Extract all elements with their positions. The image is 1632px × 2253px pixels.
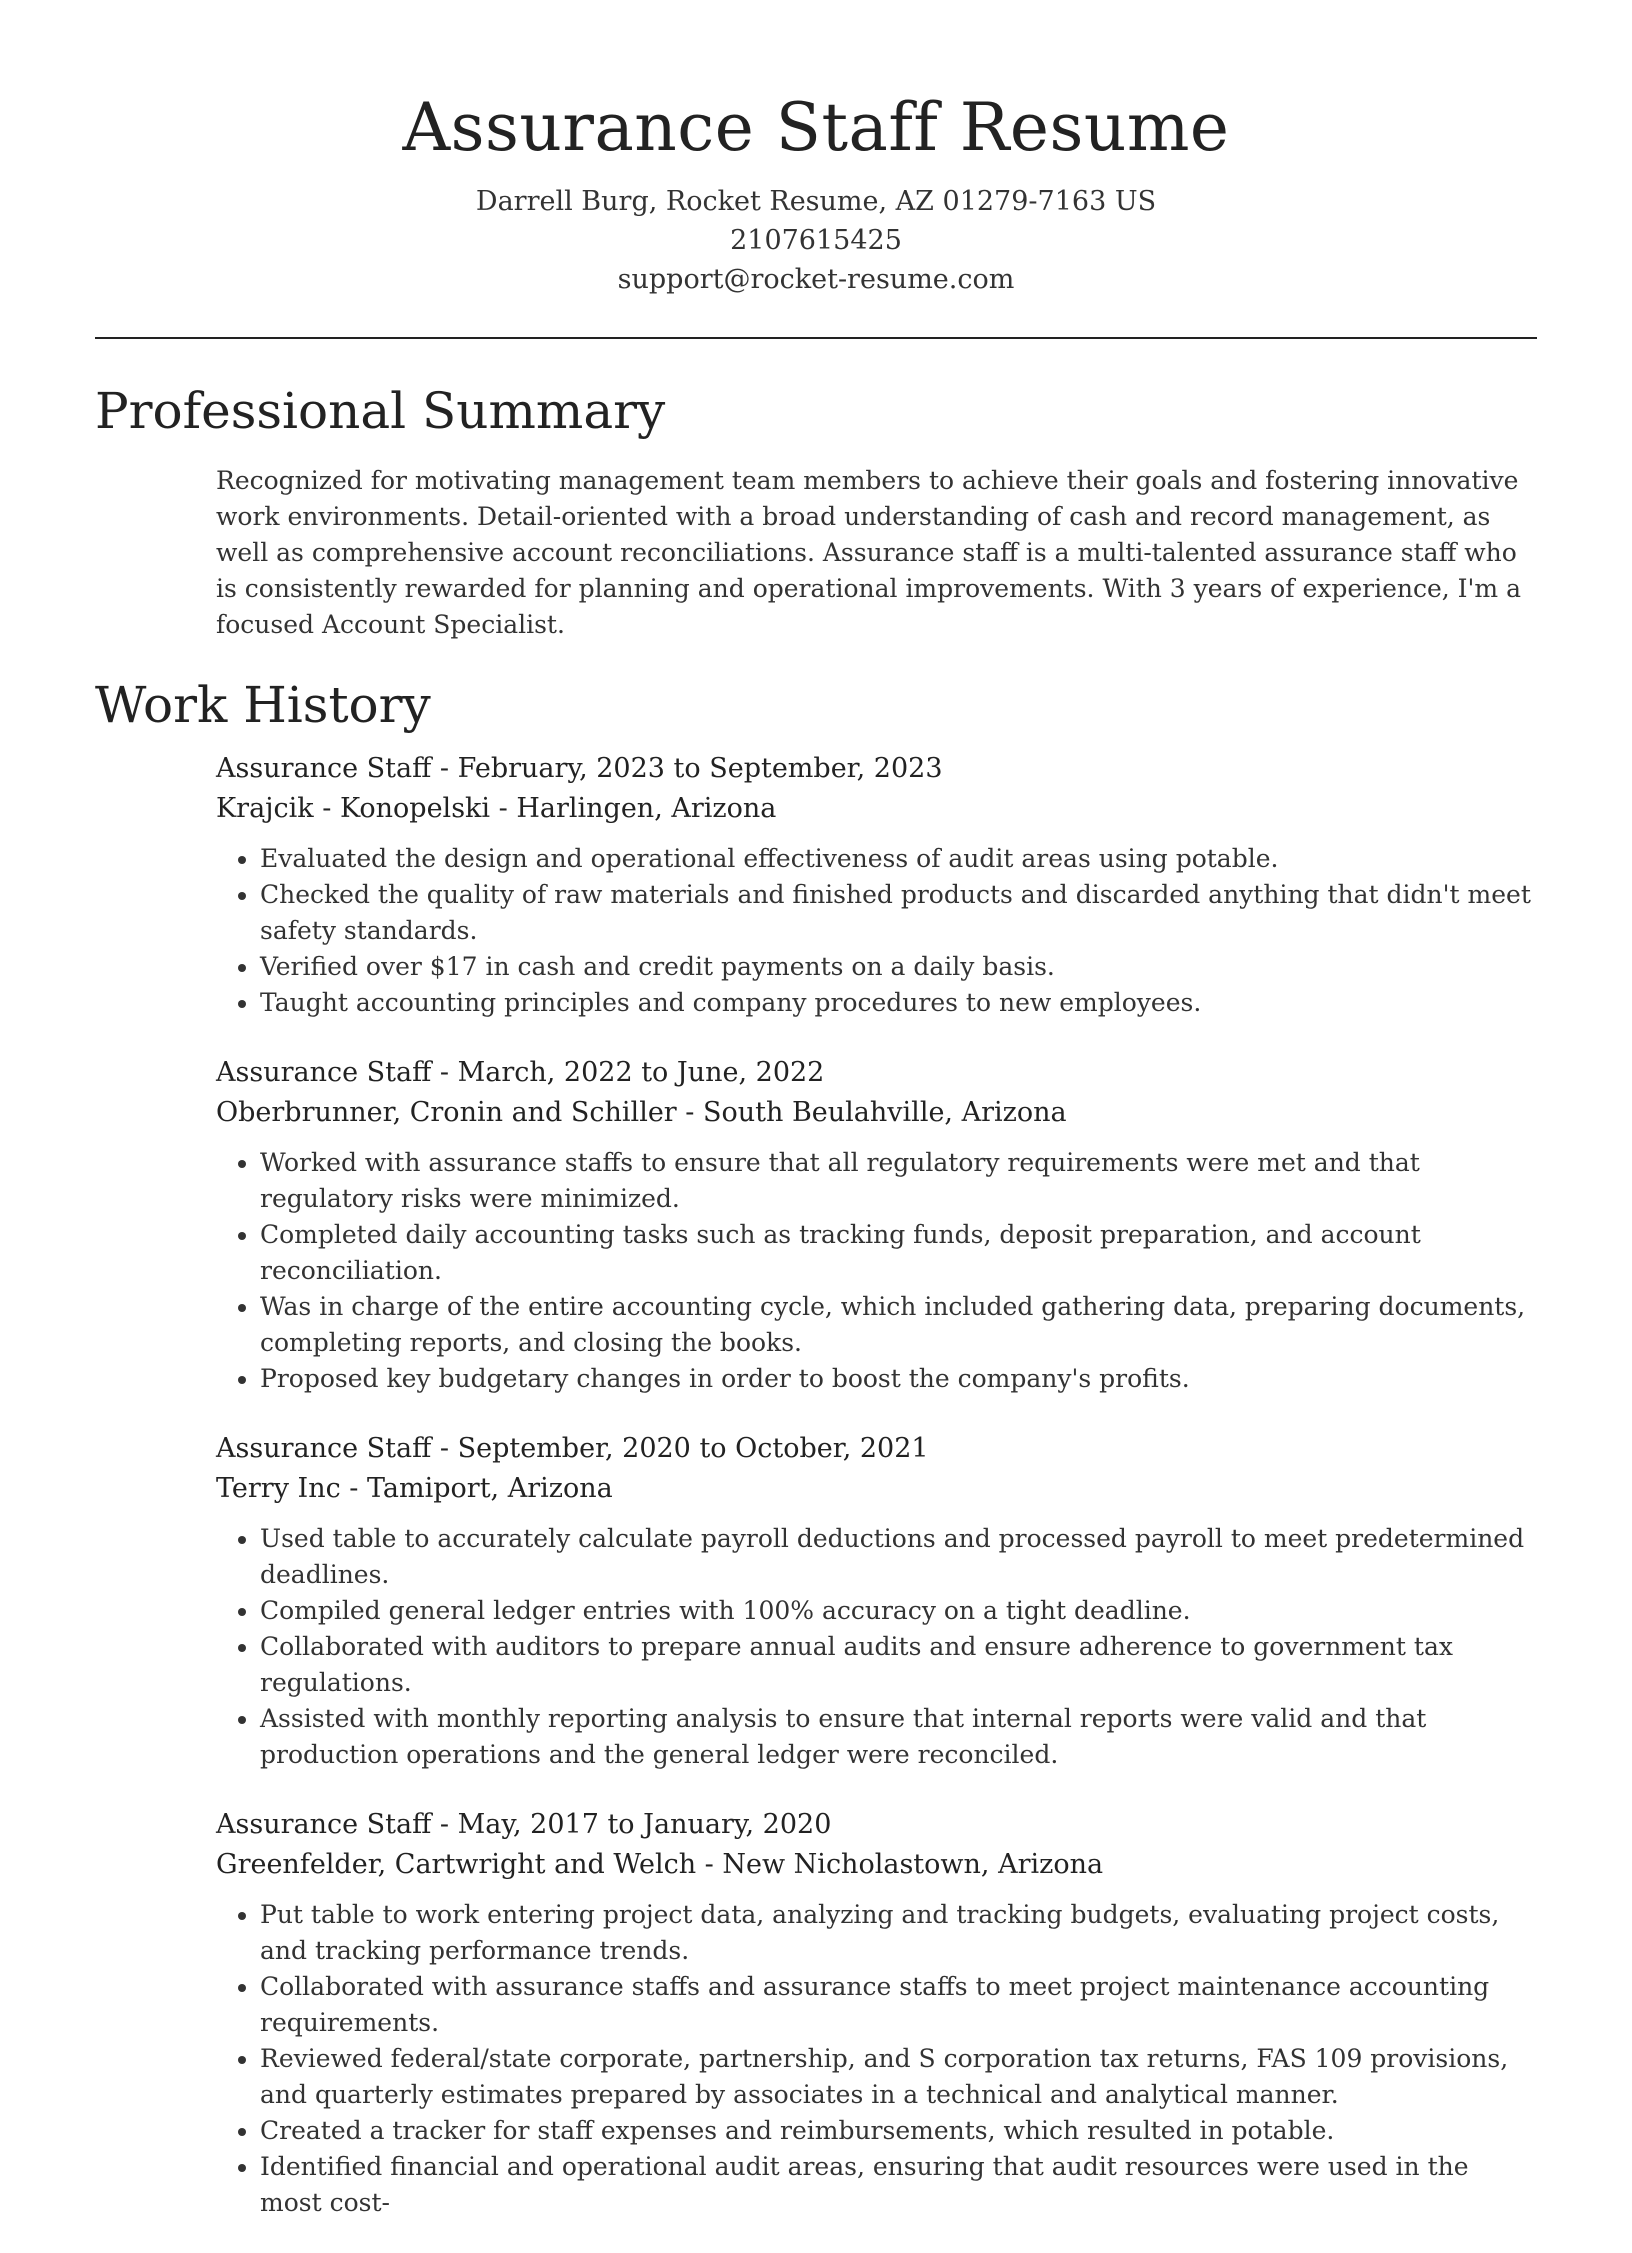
job-bullet: • Worked with assurance staffs to ensure that all regulatory requirements were met and that regulatory risks were minimized. [260, 1145, 1537, 1217]
job-bullet: • Compiled general ledger entries with 100% accuracy on a tight deadline. [260, 1593, 1537, 1629]
job-title-line: Assurance Staff - March, 2022 to June, 2022 [216, 1057, 825, 1088]
job-list [216, 749, 1537, 2221]
job-entry [216, 1429, 1537, 1773]
summary-paragraph: Recognized for motivating management team members to achieve their goals and fostering innovative work environments. Detail-oriented with a broad understanding of cash and record management, as well as comprehensive account reconciliations. Assurance staff is a multi-talented assurance staff who is consistently rewarded for planning and operational improvements. With 3 years of experience, I'm a focused Account Specialist. [216, 466, 1521, 639]
job-bullet: • Created a tracker for staff expenses and reimbursements, which resulted in potable. [260, 2113, 1537, 2149]
header-divider [95, 337, 1537, 339]
job-bullet: • Proposed key budgetary changes in order to boost the company's profits. [260, 1361, 1537, 1397]
job-title-line: Assurance Staff - February, 2023 to September, 2023 [216, 753, 943, 784]
job-title-line: Assurance Staff - May, 2017 to January, 2020 [216, 1809, 832, 1840]
work-history-section [95, 673, 1537, 2221]
job-bullet-list [216, 841, 1537, 1021]
job-bullet: • Verified over $17 in cash and credit payments on a daily basis. [260, 949, 1537, 985]
contact-phone: 2107615425 [730, 225, 902, 256]
job-bullet: • Put table to work entering project data, analyzing and tracking budgets, evaluating project costs, and tracking performance trends. [260, 1897, 1537, 1969]
job-bullet: • Collaborated with auditors to prepare annual audits and ensure adherence to government tax regulations. [260, 1629, 1537, 1701]
job-bullet: • Checked the quality of raw materials and finished products and discarded anything that didn't meet safety standards. [260, 877, 1537, 949]
job-bullet-list [216, 1145, 1537, 1397]
job-bullet: • Used table to accurately calculate payroll deductions and processed payroll to meet predetermined deadlines. [260, 1521, 1537, 1593]
job-entry [216, 749, 1537, 1021]
section-heading-summary: Professional Summary [95, 382, 666, 440]
contact-address: Darrell Burg, Rocket Resume, AZ 01279-7163 US [475, 186, 1157, 217]
resume-header [95, 0, 1537, 299]
job-bullet: • Taught accounting principles and company procedures to new employees. [260, 985, 1537, 1021]
job-company-line: Oberbrunner, Cronin and Schiller - South Beulahville, Arizona [216, 1097, 1067, 1128]
job-bullet: • Completed daily accounting tasks such as tracking funds, deposit preparation, and account reconciliation. [260, 1217, 1537, 1289]
job-bullet: • Identified financial and operational audit areas, ensuring that audit resources were used in the most cost- [260, 2149, 1537, 2221]
job-company-line: Greenfelder, Cartwright and Welch - New Nicholastown, Arizona [216, 1849, 1104, 1880]
section-heading-work: Work History [95, 676, 431, 734]
job-company-line: Terry Inc - Tamiport, Arizona [216, 1473, 613, 1504]
job-entry [216, 1053, 1537, 1397]
job-company-line: Krajcik - Konopelski - Harlingen, Arizona [216, 793, 777, 824]
job-bullet-list [216, 1897, 1537, 2221]
job-title-line: Assurance Staff - September, 2020 to October, 2021 [216, 1433, 929, 1464]
job-bullet: • Was in charge of the entire accounting cycle, which included gathering data, preparing documents, completing reports, and closing the books. [260, 1289, 1537, 1361]
job-entry [216, 1805, 1537, 2221]
job-bullet: • Reviewed federal/state corporate, partnership, and S corporation tax returns, FAS 109 provisions, and quarterly estimates prepared by associates in a technical and analytical manner. [260, 2041, 1537, 2113]
job-bullet: • Evaluated the design and operational effectiveness of audit areas using potable. [260, 841, 1537, 877]
job-bullet: • Assisted with monthly reporting analysis to ensure that internal reports were valid and that production operations and the general ledger were reconciled. [260, 1701, 1537, 1773]
professional-summary-section [95, 379, 1537, 643]
contact-info [95, 182, 1537, 299]
page-title: Assurance Staff Resume [402, 89, 1230, 166]
contact-email: support@rocket-resume.com [617, 264, 1015, 295]
job-bullet: • Collaborated with assurance staffs and assurance staffs to meet project maintenance accounting requirements. [260, 1969, 1537, 2041]
resume-page [95, 0, 1537, 2253]
job-bullet-list [216, 1521, 1537, 1773]
